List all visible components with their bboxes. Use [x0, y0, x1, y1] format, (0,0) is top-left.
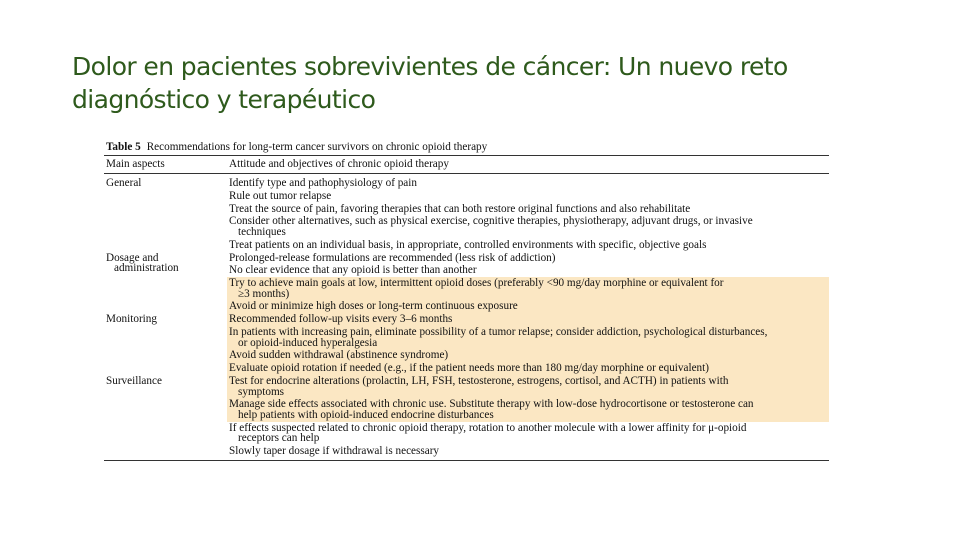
group-general [104, 177, 829, 252]
table-caption-text: Recommendations for long-term cancer survivors on chronic opioid therapy [146, 141, 488, 153]
header-main-aspects: Main aspects [106, 158, 165, 170]
slide-title-line-2: diagnóstico y terapéutico [72, 85, 376, 114]
highlighted-list-item: Evaluate opioid rotation if needed (e.g., if the patient needs more than 180 mg/day morphine or equivalent) [227, 362, 829, 375]
highlighted-list-item: Manage side effects associated with chronic use. Substitute therapy with low-dose hydrocortisone or testosterone can help patients with opioid-induced endocrine disturbances [227, 398, 829, 421]
list-item: Prolonged-release formulations are recommended (less risk of addiction) [229, 251, 556, 264]
table-caption [104, 140, 829, 155]
table-header-row [104, 156, 829, 173]
slide-title-line-1: Dolor en pacientes sobrevivientes de cáncer: Un nuevo reto [72, 52, 788, 81]
slide-title [72, 50, 872, 116]
list-item: Identify type and pathophysiology of pain [229, 177, 417, 189]
recommendations-table [104, 140, 829, 461]
table-bottom-rule [104, 460, 829, 461]
header-attitude-objectives: Attitude and objectives of chronic opioid therapy [229, 158, 449, 170]
highlighted-list-item: Recommended follow-up visits every 3–6 months [227, 313, 829, 326]
list-item: If effects suspected related to chronic opioid therapy, rotation to another molecule with a lower affinity for μ-opioid receptors can help [229, 421, 747, 445]
list-item: Consider other alternatives, such as physical exercise, cognitive therapies, physiotherapy, adjuvant drugs, or invasive techniques [229, 215, 753, 238]
aspect-general: General [106, 177, 142, 189]
list-item: Treat patients on an individual basis, in appropriate, controlled environments with specific, objective goals [229, 238, 707, 251]
highlighted-list-item: Test for endocrine alterations (prolactin, LH, FSH, testosterone, estrogens, cortisol, and ACTH) in patients with symptoms [227, 375, 829, 398]
group-monitoring [104, 313, 829, 375]
table-caption-label: Table 5 [106, 141, 141, 153]
list-item: Treat the source of pain, favoring therapies that can both restore original functions and also rehabilitate [229, 202, 691, 215]
group-surveillance [104, 375, 829, 458]
aspect-dosage-administration: Dosage and administration [106, 251, 179, 274]
list-item: Rule out tumor relapse [229, 189, 332, 202]
aspect-monitoring: Monitoring [106, 313, 157, 326]
highlighted-list-item: Avoid sudden withdrawal (abstinence syndrome) [227, 349, 829, 362]
list-item: No clear evidence that any opioid is better than another [229, 264, 477, 277]
group-dosage-administration [104, 252, 829, 314]
list-item: Slowly taper dosage if withdrawal is necessary [229, 445, 440, 458]
highlighted-list-item: Avoid or minimize high doses or long-term continuous exposure [227, 300, 829, 313]
table-header-rule [104, 173, 829, 174]
highlighted-list-item: In patients with increasing pain, eliminate possibility of a tumor relapse; consider addiction, psychological disturbances, or opioid-induced hyperalgesia [227, 326, 829, 349]
aspect-surveillance: Surveillance [106, 374, 162, 387]
highlighted-list-item: Try to achieve main goals at low, intermittent opioid doses (preferably <90 mg/day morphine or equivalent for ≥3 months) [227, 277, 829, 300]
